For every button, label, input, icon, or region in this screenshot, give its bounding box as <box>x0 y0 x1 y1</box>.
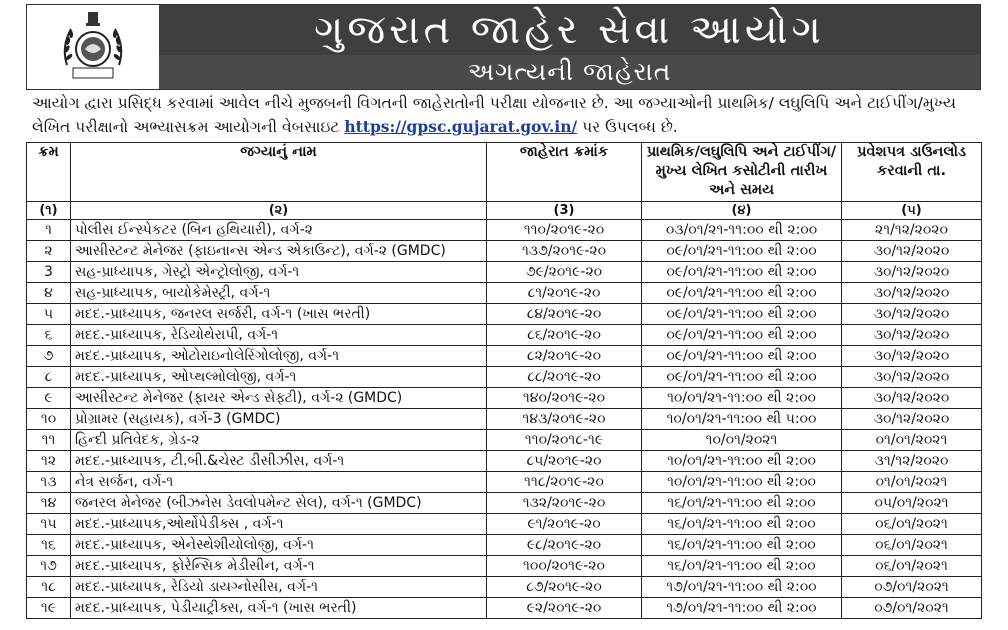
advt-number-cell: ૮૧/૨૦૧૯-૨૦ <box>487 283 642 304</box>
table-row <box>27 451 982 472</box>
admit-card-date-cell: ૦૫/૦૧/૨૦૨૧ <box>842 493 982 514</box>
exam-date-cell: ૦૩/૦૧/૨૧-૧૧:૦૦ થી ૨:૦૦ <box>642 220 842 241</box>
column-number: (૧) <box>27 202 71 220</box>
admit-card-date-cell: ૦૭/૦૧/૨૦૨૧ <box>842 598 982 619</box>
intro-text: આયોગ દ્વારા પ્રસિદ્ધ કરવામાં આવેલ નીચે મુજબની વિગતની જાહેરાતોની પરીક્ષા યોજનાર છે. આ જગ્યાઓની પ્રાથમિક/ લઘુલિપિ અને ટાઈપીંગ/મુખ્ય લેખિત પરીક્ષાનો અભ્યાસક્રમ આયોગની વેબસાઇટ <box>32 94 956 136</box>
advt-number-cell: ૮૭/૨૦૧૯-૨૦ <box>487 577 642 598</box>
serial-cell: ૧૭ <box>27 556 71 577</box>
table-row <box>27 262 982 283</box>
table-row <box>27 598 982 619</box>
post-name-cell: મદદ.-પ્રાધ્યાપક, ઓપ્થલ્મોલોજી, વર્ગ-૧ <box>71 367 487 388</box>
post-name-cell: આસીસ્ટન્ટ મેનેજર (ફાયર એન્ડ સેફ્ટી), વર્ગ-૨ (GMDC) <box>71 388 487 409</box>
serial-cell: ૪ <box>27 283 71 304</box>
post-name-cell: સહ-પ્રાધ્યાપક, ગેસ્ટ્રો એન્ટ્રોલોજી, વર્ગ-૧ <box>71 262 487 283</box>
post-name-cell: જનરલ મેનેજર (બીઝનેસ ડેવલોપમેન્ટ સેલ), વર્ગ-૧ (GMDC) <box>71 493 487 514</box>
advt-number-cell: ૮૫/૨૦૧૯-૨૦ <box>487 451 642 472</box>
commission-title: ગુજરાત જાહેર સેવા આયોગ <box>159 5 980 55</box>
post-name-cell: મદદ.-પ્રાધ્યાપક, ફોરેન્સિક મેડીસીન, વર્ગ-૧ <box>71 556 487 577</box>
admit-card-date-cell: ૦૬/૦૧/૨૦૨૧ <box>842 514 982 535</box>
exam-date-cell: ૦૯/૦૧/૨૧-૧૧:૦૦ થી ૨:૦૦ <box>642 304 842 325</box>
column-number-row <box>27 202 982 220</box>
post-name-cell: મદદ.-પ્રાધ્યાપક,ઓર્થોપેડીક્સ , વર્ગ-૧ <box>71 514 487 535</box>
post-name-cell: પોલીસ ઈન્સ્પેકટર (બિન હથિયારી), વર્ગ-૨ <box>71 220 487 241</box>
post-name-cell: નેત્ર સર્જન, વર્ગ-૧ <box>71 472 487 493</box>
table-row <box>27 493 982 514</box>
table-row <box>27 367 982 388</box>
post-name-cell: મદદ.-પ્રાધ્યાપક, પેડીયાટ્રીક્સ, વર્ગ-૧ (ખાસ ભરતી) <box>71 598 487 619</box>
advt-number-cell: ૧૩૭/૨૦૧૯-૨૦ <box>487 241 642 262</box>
table-row <box>27 514 982 535</box>
exam-date-time-header: પ્રાથમિક/લઘુલિપિ અને ટાઈપીંગ/મુખ્ય લેખિત કસોટીની તારીખ અને સમય <box>642 143 842 202</box>
table-row <box>27 409 982 430</box>
serial-cell: ૧૮ <box>27 577 71 598</box>
admit-card-date-header: પ્રવેશપત્ર ડાઉનલોડ કરવાની તા. <box>842 143 982 202</box>
table-header-row <box>27 143 982 202</box>
advt-number-cell: ૧૩૨/૨૦૧૯-૨૦ <box>487 493 642 514</box>
serial-header: ક્રમ <box>27 143 71 202</box>
serial-cell: ૮ <box>27 367 71 388</box>
notice-subtitle: અગત્યની જાહેરાત <box>159 55 980 89</box>
exam-date-cell: ૧૭/૦૧/૨૧-૧૧:૦૦ થી ૨:૦૦ <box>642 577 842 598</box>
exam-date-cell: ૧૦/૦૧/૨૧-૧૧:૦૦ થી ૨:૦૦ <box>642 472 842 493</box>
serial-cell: ૧ <box>27 220 71 241</box>
admit-card-date-cell: ૩૦/૧૨/૨૦૨૦ <box>842 283 982 304</box>
table-row <box>27 556 982 577</box>
table-row <box>27 241 982 262</box>
column-number: (૫) <box>842 202 982 220</box>
exam-date-cell: ૧૬/૦૧/૨૧-૧૧:૦૦ થી ૨:૦૦ <box>642 493 842 514</box>
exam-date-cell: ૧૦/૦૧/૨૧-૧૧:૦૦ થી ૫:૦૦ <box>642 409 842 430</box>
post-name-cell: હિન્દી પ્રતિવેદક, ગ્રેડ-૨ <box>71 430 487 451</box>
advt-number-cell: ૮૬/૨૦૧૯-૨૦ <box>487 325 642 346</box>
notice-header <box>26 4 981 90</box>
intro-paragraph <box>26 92 981 139</box>
serial-cell: ૧૯ <box>27 598 71 619</box>
post-name-cell: મદદ.-પ્રાધ્યાપક, એનેસ્થેશીયોલોજી, વર્ગ-૧ <box>71 535 487 556</box>
admit-card-date-cell: ૩૦/૧૨/૨૦૨૦ <box>842 346 982 367</box>
advt-number-cell: ૧૪૦/૨૦૧૯-૨૦ <box>487 388 642 409</box>
table-row <box>27 535 982 556</box>
table-row <box>27 304 982 325</box>
advt-number-cell: ૧૧૦/૨૦૧૮-૧૯ <box>487 430 642 451</box>
admit-card-date-cell: ૩૦/૧૨/૨૦૨૦ <box>842 409 982 430</box>
exam-schedule-table <box>26 142 982 619</box>
exam-date-cell: ૦૯/૦૧/૨૧-૧૧:૦૦ થી ૨:૦૦ <box>642 241 842 262</box>
serial-cell: ૧૪ <box>27 493 71 514</box>
post-name-cell: પ્રોગ્રામર (સહાયક), વર્ગ-3 (GMDC) <box>71 409 487 430</box>
serial-cell: ૧૩ <box>27 472 71 493</box>
advt-number-cell: ૯૮/૨૦૧૯-૨૦ <box>487 535 642 556</box>
admit-card-date-cell: ૨૧/૧૨/૨૦૨૦ <box>842 220 982 241</box>
exam-date-cell: ૧૬/૦૧/૨૧-૧૧:૦૦ થી ૨:૦૦ <box>642 535 842 556</box>
admit-card-date-cell: ૦૧/૦૧/૨૦૨૧ <box>842 430 982 451</box>
admit-card-date-cell: ૦૬/૦૧/૨૦૨૧ <box>842 535 982 556</box>
post-name-cell: મદદ.-પ્રાધ્યાપક, ઓટોરાઇનોલેરિંગોલોજી, વર્ગ-૧ <box>71 346 487 367</box>
gpsc-logo <box>27 5 160 89</box>
advt-number-header: જાહેરાત ક્રમાંક <box>487 143 642 202</box>
table-row <box>27 283 982 304</box>
advt-number-cell: ૧૧૦/૨૦૧૯-૨૦ <box>487 220 642 241</box>
admit-card-date-cell: ૩૦/૧૨/૨૦૨૦ <box>842 325 982 346</box>
advt-number-cell: ૮૨/૨૦૧૯-૨૦ <box>487 346 642 367</box>
exam-date-cell: ૧૬/૦૧/૨૧-૧૧:૦૦ થી ૨:૦૦ <box>642 556 842 577</box>
exam-date-cell: ૧૦/૦૧/૨૧-૧૧:૦૦ થી ૨:૦૦ <box>642 388 842 409</box>
serial-cell: ૭ <box>27 346 71 367</box>
post-name-cell: મદદ.-પ્રાધ્યાપક, જનરલ સર્જરી, વર્ગ-૧ (ખાસ ભરતી) <box>71 304 487 325</box>
serial-cell: ૧૬ <box>27 535 71 556</box>
advt-number-cell: ૧૦૦/૨૦૧૯-૨૦ <box>487 556 642 577</box>
exam-date-cell: ૦૯/૦૧/૨૧-૧૧:૦૦ થી ૨:૦૦ <box>642 262 842 283</box>
admit-card-date-cell: ૩૦/૧૨/૨૦૨૦ <box>842 262 982 283</box>
serial-cell: ૬ <box>27 325 71 346</box>
post-name-header: જગ્યાનું નામ <box>71 143 487 202</box>
exam-date-cell: ૦૯/૦૧/૨૧-૧૧:૦૦ થી ૨:૦૦ <box>642 367 842 388</box>
admit-card-date-cell: ૩૧/૧૨/૨૦૨૦ <box>842 451 982 472</box>
table-row <box>27 388 982 409</box>
advt-number-cell: ૭૯/૨૦૧૯-૨૦ <box>487 262 642 283</box>
exam-date-cell: ૧૭/૦૧/૨૧-૧૧:૦૦ થી ૨:૦૦ <box>642 598 842 619</box>
admit-card-date-cell: ૦૧/૦૧/૨૦૨૧ <box>842 472 982 493</box>
intro-text-end: પર ઉપલબ્ધ છે. <box>582 118 678 136</box>
column-number: (3) <box>487 202 642 220</box>
advt-number-cell: ૮૮/૨૦૧૯-૨૦ <box>487 367 642 388</box>
advt-number-cell: ૧૪૩/૨૦૧૯-૨૦ <box>487 409 642 430</box>
serial-cell: ૧૫ <box>27 514 71 535</box>
exam-date-cell: ૦૯/૦૧/૨૧-૧૧:૦૦ થી ૨:૦૦ <box>642 325 842 346</box>
post-name-cell: મદદ.-પ્રાધ્યાપક, ટી.બી.&ચેસ્ટ ડીસીઝીસ, વર્ગ-૧ <box>71 451 487 472</box>
admit-card-date-cell: ૦૭/૦૧/૨૦૨૧ <box>842 577 982 598</box>
serial-cell: ૧૧ <box>27 430 71 451</box>
emblem-icon <box>27 5 159 89</box>
advt-number-cell: ૯૧/૨૦૧૯-૨૦ <box>487 514 642 535</box>
table-row <box>27 220 982 241</box>
advt-number-cell: ૧૧૮/૨૦૧૯-૨૦ <box>487 472 642 493</box>
post-name-cell: આસીસ્ટન્ટ મેનેજર (ફાઇનાન્સ એન્ડ એકાઉન્ટ), વર્ગ-૨ (GMDC) <box>71 241 487 262</box>
admit-card-date-cell: ૩૦/૧૨/૨૦૨૦ <box>842 241 982 262</box>
table-row <box>27 430 982 451</box>
exam-date-cell: ૦૯/૦૧/૨૧-૧૧:૦૦ થી ૨:૦૦ <box>642 283 842 304</box>
serial-cell: ૫ <box>27 304 71 325</box>
serial-cell: ૧૦ <box>27 409 71 430</box>
exam-date-cell: ૧૬/૦૧/૨૧-૧૧:૦૦ થી ૨:૦૦ <box>642 514 842 535</box>
column-number: (૨) <box>71 202 487 220</box>
notice-sheet <box>26 0 981 630</box>
table-row <box>27 472 982 493</box>
table-row <box>27 577 982 598</box>
exam-date-cell: ૧૦/૦૧/૨૧-૧૧:૦૦ થી ૨:૦૦ <box>642 451 842 472</box>
table-row <box>27 325 982 346</box>
post-name-cell: મદદ.-પ્રાધ્યાપક, રેડિયોથેરાપી, વર્ગ-૧ <box>71 325 487 346</box>
exam-date-cell: ૦૯/૦૧/૨૧-૧૧:૦૦ થી ૨:૦૦ <box>642 346 842 367</box>
gpsc-website-link[interactable]: https://gpsc.gujarat.gov.in/ <box>344 117 578 136</box>
serial-cell: ૨ <box>27 241 71 262</box>
column-number: (૪) <box>642 202 842 220</box>
admit-card-date-cell: ૩૦/૧૨/૨૦૨૦ <box>842 367 982 388</box>
post-name-cell: મદદ.-પ્રાધ્યાપક, રેડિયો ડાયગ્નોસીસ, વર્ગ-૧ <box>71 577 487 598</box>
table-row <box>27 346 982 367</box>
admit-card-date-cell: ૩૦/૧૨/૨૦૨૦ <box>842 388 982 409</box>
advt-number-cell: ૯૨/૨૦૧૯-૨૦ <box>487 598 642 619</box>
admit-card-date-cell: ૩૦/૧૨/૨૦૨૦ <box>842 304 982 325</box>
serial-cell: ૧૨ <box>27 451 71 472</box>
serial-cell: ૯ <box>27 388 71 409</box>
post-name-cell: સહ-પ્રાધ્યાપક, બાયોકેમેસ્ટ્રી, વર્ગ-૧ <box>71 283 487 304</box>
serial-cell: 3 <box>27 262 71 283</box>
exam-date-cell: ૧૦/૦૧/૨૦૨૧ <box>642 430 842 451</box>
admit-card-date-cell: ૦૬/૦૧/૨૦૨૧ <box>842 556 982 577</box>
advt-number-cell: ૮૪/૨૦૧૯-૨૦ <box>487 304 642 325</box>
